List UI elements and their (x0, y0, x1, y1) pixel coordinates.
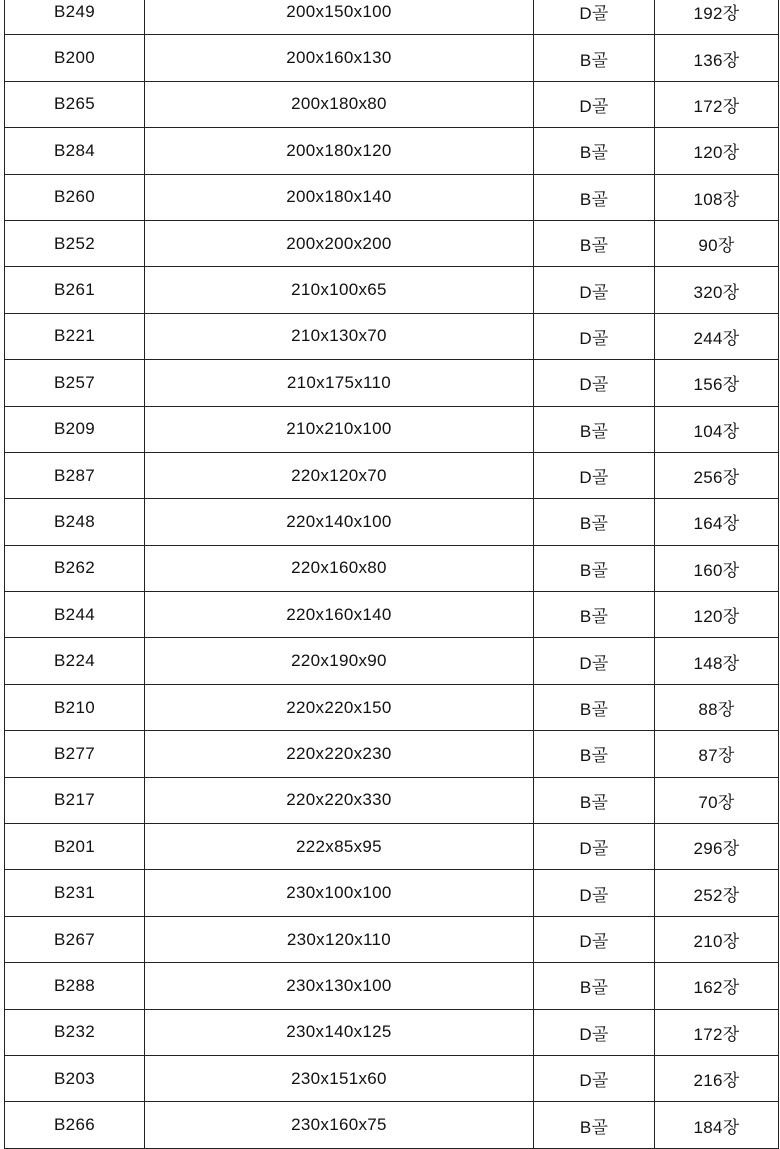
table-row (5, 1009, 779, 1055)
quantity-cell: 87장 (655, 731, 779, 777)
product-code-cell: B232 (5, 1009, 145, 1055)
dimensions-cell: 200x180x120 (145, 128, 534, 174)
table-row (5, 452, 779, 498)
table-row (5, 267, 779, 313)
flute-type-cell: D골 (534, 870, 655, 916)
flute-type-cell: D골 (534, 81, 655, 127)
product-code-cell: B224 (5, 638, 145, 684)
table-row (5, 174, 779, 220)
flute-type-cell: B골 (534, 592, 655, 638)
quantity-cell: 148장 (655, 638, 779, 684)
table-row (5, 545, 779, 591)
product-code-cell: B201 (5, 824, 145, 870)
flute-type-cell: B골 (534, 174, 655, 220)
dimensions-cell: 220x220x230 (145, 731, 534, 777)
flute-type-cell: D골 (534, 0, 655, 35)
dimensions-cell: 210x175x110 (145, 360, 534, 406)
quantity-cell: 252장 (655, 870, 779, 916)
quantity-cell: 320장 (655, 267, 779, 313)
dimensions-cell: 220x120x70 (145, 452, 534, 498)
flute-type-cell: B골 (534, 35, 655, 81)
quantity-cell: 164장 (655, 499, 779, 545)
quantity-cell: 160장 (655, 545, 779, 591)
table-row (5, 128, 779, 174)
dimensions-cell: 230x130x100 (145, 963, 534, 1009)
product-code-cell: B257 (5, 360, 145, 406)
flute-type-cell: D골 (534, 638, 655, 684)
product-code-cell: B277 (5, 731, 145, 777)
table-row (5, 731, 779, 777)
product-code-cell: B252 (5, 220, 145, 266)
product-code-cell: B261 (5, 267, 145, 313)
table-row (5, 777, 779, 823)
dimensions-cell: 230x100x100 (145, 870, 534, 916)
flute-type-cell: B골 (534, 963, 655, 1009)
table-row (5, 35, 779, 81)
table-row (5, 916, 779, 962)
product-code-cell: B217 (5, 777, 145, 823)
flute-type-cell: B골 (534, 220, 655, 266)
product-code-cell: B210 (5, 684, 145, 730)
dimensions-cell: 200x150x100 (145, 0, 534, 35)
table-row (5, 684, 779, 730)
flute-type-cell: B골 (534, 545, 655, 591)
product-code-cell: B267 (5, 916, 145, 962)
quantity-cell: 184장 (655, 1102, 779, 1148)
table-row (5, 220, 779, 266)
dimensions-cell: 210x100x65 (145, 267, 534, 313)
table-row (5, 81, 779, 127)
quantity-cell: 120장 (655, 128, 779, 174)
box-spec-table (4, 0, 779, 1149)
product-code-cell: B265 (5, 81, 145, 127)
product-code-cell: B260 (5, 174, 145, 220)
quantity-cell: 192장 (655, 0, 779, 35)
table-row (5, 824, 779, 870)
dimensions-cell: 220x160x80 (145, 545, 534, 591)
product-code-cell: B288 (5, 963, 145, 1009)
flute-type-cell: B골 (534, 731, 655, 777)
quantity-cell: 162장 (655, 963, 779, 1009)
product-code-cell: B284 (5, 128, 145, 174)
quantity-cell: 104장 (655, 406, 779, 452)
quantity-cell: 88장 (655, 684, 779, 730)
flute-type-cell: D골 (534, 824, 655, 870)
quantity-cell: 156장 (655, 360, 779, 406)
flute-type-cell: D골 (534, 452, 655, 498)
table-row (5, 360, 779, 406)
table-row (5, 870, 779, 916)
flute-type-cell: D골 (534, 313, 655, 359)
flute-type-cell: B골 (534, 1102, 655, 1148)
quantity-cell: 256장 (655, 452, 779, 498)
product-code-cell: B231 (5, 870, 145, 916)
table-row (5, 1055, 779, 1101)
quantity-cell: 172장 (655, 81, 779, 127)
table-row (5, 406, 779, 452)
dimensions-cell: 230x160x75 (145, 1102, 534, 1148)
dimensions-cell: 200x180x140 (145, 174, 534, 220)
product-code-cell: B248 (5, 499, 145, 545)
table-body (5, 0, 779, 1148)
flute-type-cell: D골 (534, 1055, 655, 1101)
quantity-cell: 244장 (655, 313, 779, 359)
dimensions-cell: 220x220x330 (145, 777, 534, 823)
table-row (5, 499, 779, 545)
quantity-cell: 120장 (655, 592, 779, 638)
quantity-cell: 90장 (655, 220, 779, 266)
dimensions-cell: 230x120x110 (145, 916, 534, 962)
product-code-cell: B203 (5, 1055, 145, 1101)
dimensions-cell: 200x180x80 (145, 81, 534, 127)
table-row (5, 963, 779, 1009)
flute-type-cell: B골 (534, 684, 655, 730)
product-code-cell: B266 (5, 1102, 145, 1148)
product-code-cell: B221 (5, 313, 145, 359)
flute-type-cell: B골 (534, 128, 655, 174)
dimensions-cell: 222x85x95 (145, 824, 534, 870)
flute-type-cell: B골 (534, 499, 655, 545)
table-row (5, 313, 779, 359)
product-code-cell: B200 (5, 35, 145, 81)
table-row (5, 592, 779, 638)
quantity-cell: 70장 (655, 777, 779, 823)
flute-type-cell: D골 (534, 360, 655, 406)
product-code-cell: B287 (5, 452, 145, 498)
flute-type-cell: D골 (534, 916, 655, 962)
quantity-cell: 108장 (655, 174, 779, 220)
quantity-cell: 136장 (655, 35, 779, 81)
table-row (5, 0, 779, 35)
product-code-cell: B249 (5, 0, 145, 35)
dimensions-cell: 220x220x150 (145, 684, 534, 730)
quantity-cell: 296장 (655, 824, 779, 870)
product-code-cell: B244 (5, 592, 145, 638)
table-row (5, 1102, 779, 1148)
flute-type-cell: D골 (534, 1009, 655, 1055)
quantity-cell: 172장 (655, 1009, 779, 1055)
quantity-cell: 216장 (655, 1055, 779, 1101)
dimensions-cell: 200x160x130 (145, 35, 534, 81)
dimensions-cell: 200x200x200 (145, 220, 534, 266)
dimensions-cell: 210x130x70 (145, 313, 534, 359)
dimensions-cell: 220x140x100 (145, 499, 534, 545)
quantity-cell: 210장 (655, 916, 779, 962)
dimensions-cell: 220x160x140 (145, 592, 534, 638)
flute-type-cell: D골 (534, 267, 655, 313)
product-code-cell: B262 (5, 545, 145, 591)
product-code-cell: B209 (5, 406, 145, 452)
table-row (5, 638, 779, 684)
box-spec-table-container (4, 0, 778, 1149)
dimensions-cell: 220x190x90 (145, 638, 534, 684)
dimensions-cell: 230x151x60 (145, 1055, 534, 1101)
dimensions-cell: 210x210x100 (145, 406, 534, 452)
dimensions-cell: 230x140x125 (145, 1009, 534, 1055)
flute-type-cell: B골 (534, 777, 655, 823)
flute-type-cell: B골 (534, 406, 655, 452)
